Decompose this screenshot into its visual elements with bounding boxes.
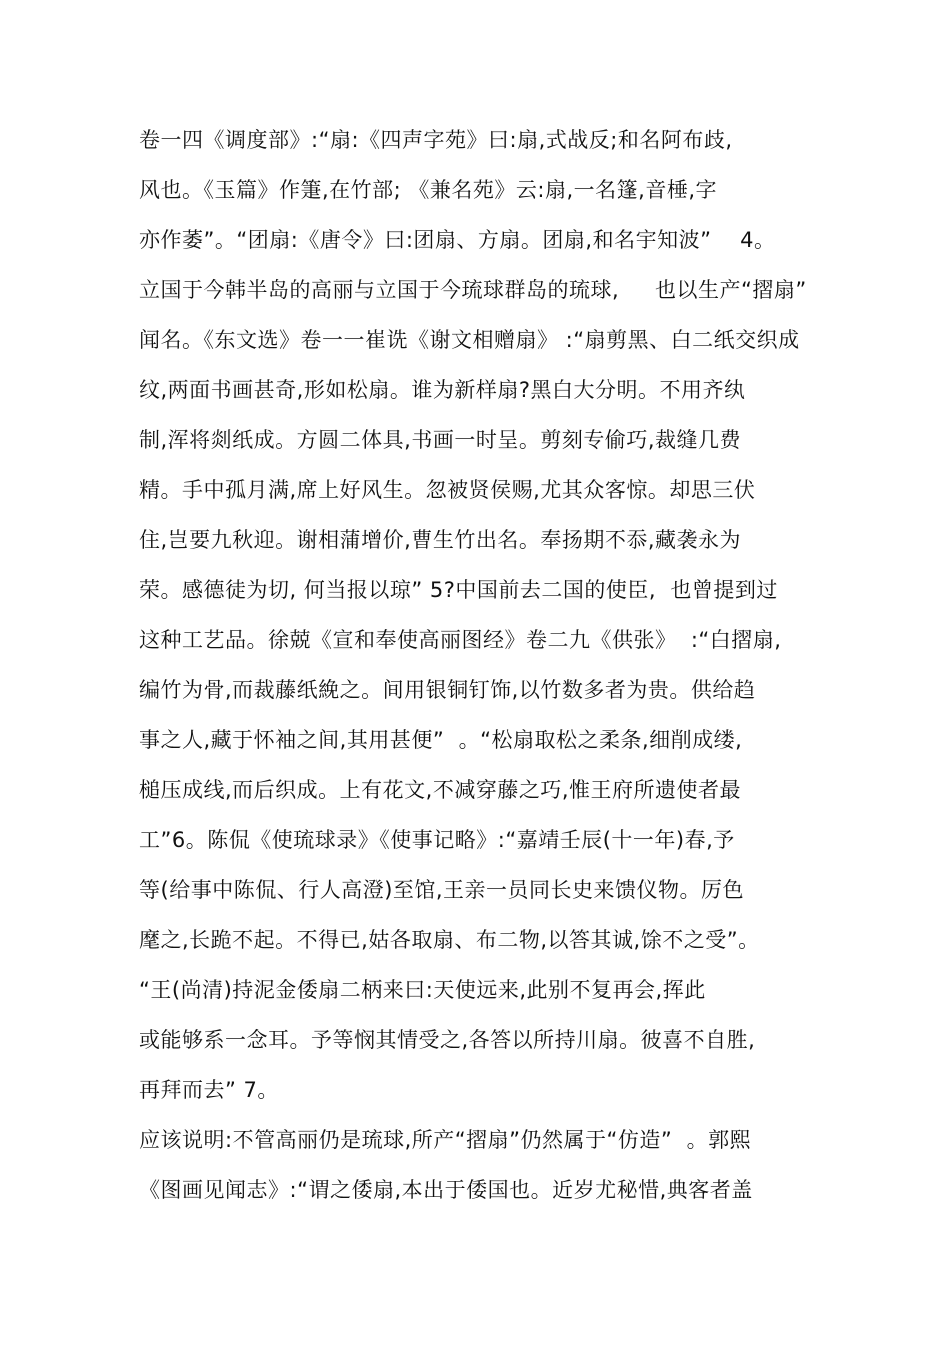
text-line: 精。手中孤月满,席上好风生。忽被贤侯赐,尤其众客惊。却思三伏: [139, 478, 756, 502]
text-line: 闻名。《东文选》卷一一崔诜《谢文相赠扇》 :“扇剪黑、白二纸交织成: [139, 328, 800, 352]
text-line: 立国于今韩半岛的高丽与立国于今琉球群岛的琉球, 也以生产“摺扇”: [139, 278, 807, 302]
text-line: 纹,两面书画甚奇,形如松扇。谁为新样扇?黑白大分明。不用齐纨: [139, 378, 746, 402]
text-line: 事之人,藏于怀袖之间,其用甚便” 。“松扇取松之柔条,细削成缕,: [139, 728, 743, 752]
text-line: 亦作萎”。“团扇:《唐令》曰:团扇、方扇。团扇,和名宇知波” 4。: [139, 228, 776, 252]
text-line: 再拜而去” 7。: [139, 1078, 279, 1102]
text-line: 编竹为骨,而裁藤纸絻之。间用银铜钉饰,以竹数多者为贵。供给趋: [139, 678, 756, 702]
text-line: 应该说明:不管高丽仍是琉球,所产“摺扇”仍然属于“仿造” 。郭熙: [139, 1128, 752, 1152]
text-line: 荣。感德徒为切, 何当报以琼” 5?中国前去二国的使臣, 也曾提到过: [139, 578, 778, 602]
text-line: 麾之,长跪不起。不得已,姑各取扇、布二物,以答其诚,馀不之受”。: [139, 928, 760, 952]
text-line: 制,浑将剡纸成。方圆二体具,书画一时呈。剪刻专偷巧,裁缝几费: [139, 428, 742, 452]
text-line: 这种工艺品。徐兢《宣和奉使高丽图经》卷二九《供张》 :“白摺扇,: [139, 628, 782, 652]
text-line: 住,岂要九秋迎。谢相蒲增价,曹生竹出名。奉扬期不忝,藏袭永为: [139, 528, 742, 552]
text-line: “王(尚清)持泥金倭扇二柄来曰:天使远来,此别不复再会,挥此: [139, 978, 706, 1002]
text-line: 《图画见闻志》:“谓之倭扇,本出于倭国也。近岁尤秘惜,典客者盖: [139, 1178, 753, 1202]
text-line: 风也。《玉篇》作箑,在竹部; 《兼名苑》云:扇,一名篷,音棰,字: [139, 178, 718, 202]
text-line: 槌压成线,而后织成。上有花文,不减穿藤之巧,惟王府所遗使者最: [139, 778, 742, 802]
text-line: 卷一四《调度部》:“扇:《四声字苑》曰:扇,式战反;和名阿布歧,: [139, 128, 733, 152]
text-line: 等(给事中陈侃、行人高澄)至馆,王亲一员同长史来馈仪物。厉色: [139, 878, 745, 902]
text-line: 工”6。陈侃《使琉球录》《使事记略》:“嘉靖壬辰(十一年)春,予: [139, 828, 735, 852]
text-line: 或能够系一念耳。予等悯其情受之,各答以所持川扇。彼喜不自胜,: [139, 1028, 756, 1052]
